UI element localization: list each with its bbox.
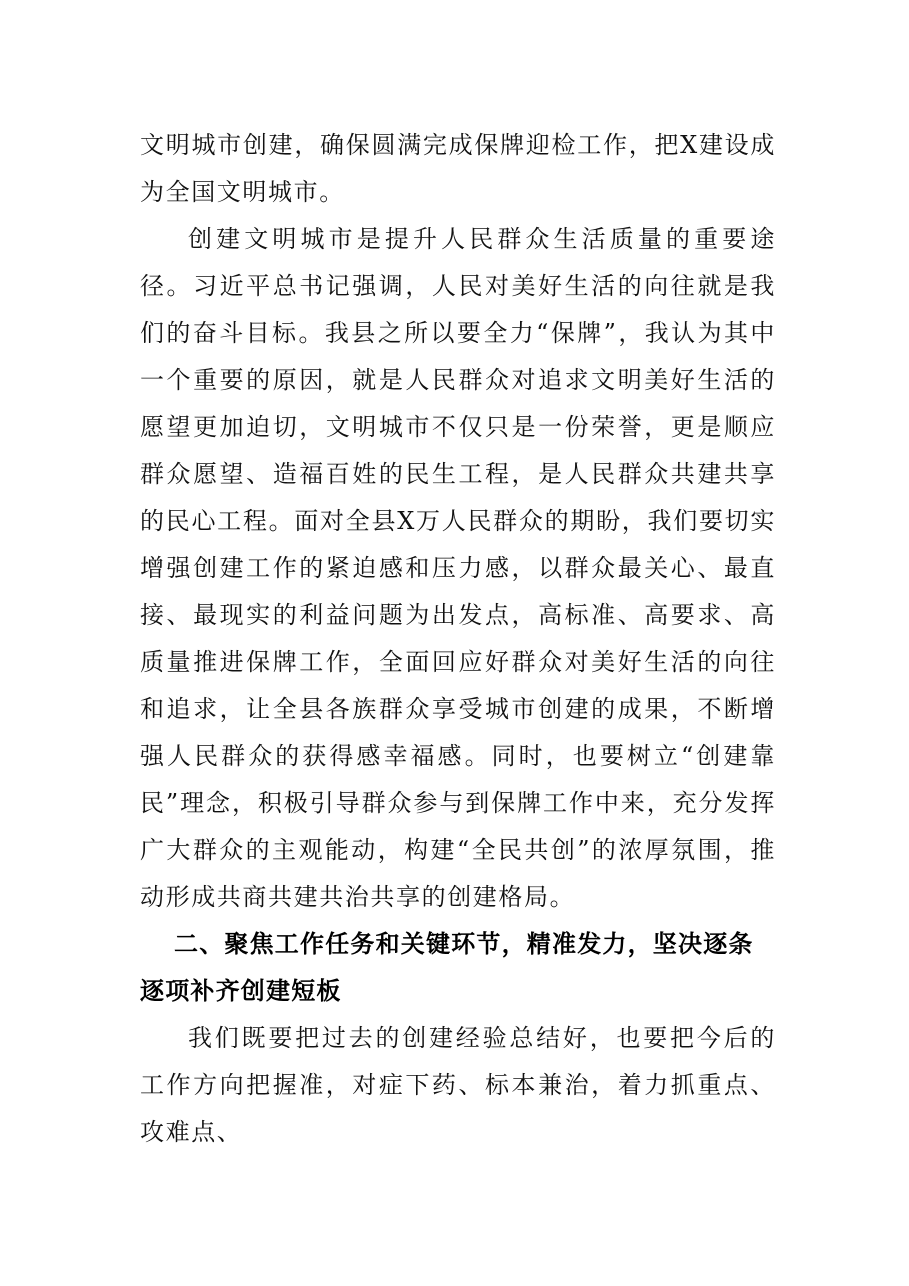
paragraph-civilized-city: 创建文明城市是提升人民群众生活质量的重要途径。习近平总书记强调，人民对美好生活的向往就是我们的奋斗目标。我县之所以要全力“保牌”，我认为其中一个重要的原因，就是人民群众对追求文明美好生活的愿望更加迫切，文明城市不仅只是一份荣誉，更是顺应群众愿望、造福百姓的民生工程，是人民群众共建共享的民心工程。面对全县X万人民群众的期盼，我们要切实增强创建工作的紧迫感和压力感，以群众最关心、最直接、最现实的利益问题为出发点，高标准、高要求、高质量推进保牌工作，全面回应好群众对美好生活的向往和追求，让全县各族群众享受城市创建的成果，不断增强人民群众的获得感幸福感。同时，也要树立“创建靠民”理念，积极引导群众参与到保牌工作中来，充分发挥广大群众的主观能动，构建“全民共创”的浓厚氛围，推动形成共商共建共治共享的创建格局。 <box>140 225 776 911</box>
document-body <box>140 122 776 1156</box>
paragraph-continuation: 文明城市创建，确保圆满完成保牌迎检工作，把X建设成为全国文明城市。 <box>140 131 776 206</box>
section-heading-two: 二、聚焦工作任务和关键环节，精准发力，坚决逐条逐项补齐创建短板 <box>140 930 754 1005</box>
paragraph-section-two-intro: 我们既要把过去的创建经验总结好，也要把今后的工作方向把握准，对症下药、标本兼治，着力抓重点、攻难点、 <box>140 1024 776 1146</box>
